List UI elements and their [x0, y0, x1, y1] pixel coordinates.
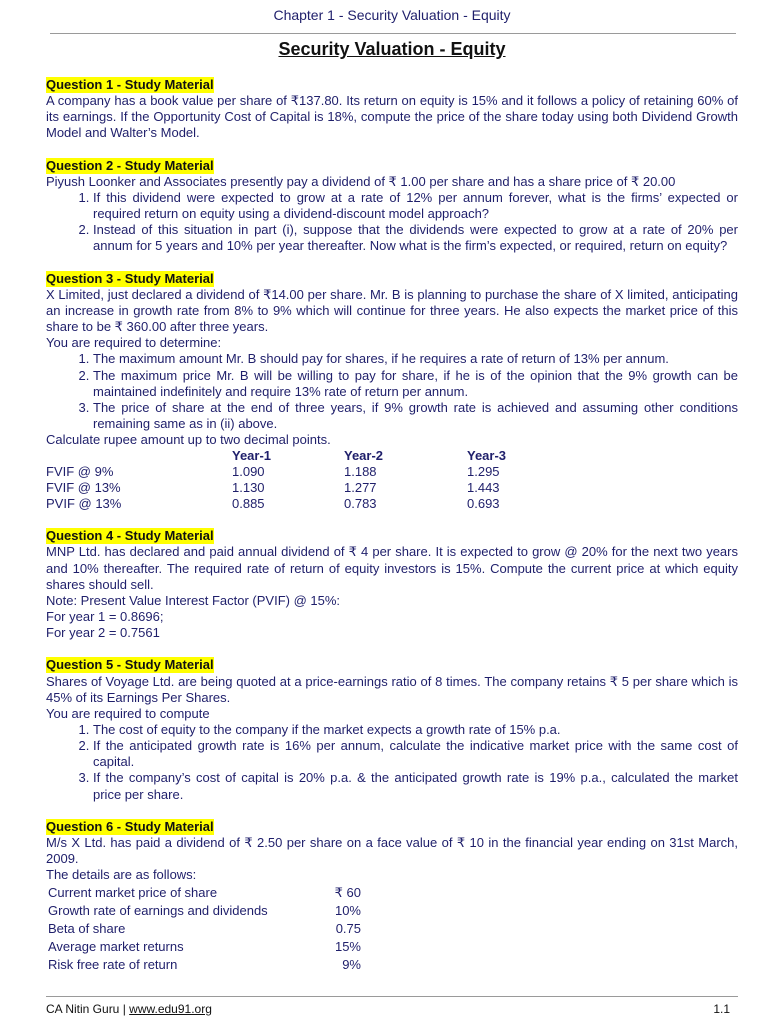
question-3-text: X Limited, just declared a dividend of ₹14.00 per share. Mr. B is planning to purchase the share of X limited, anticipating an increase in growth rate from 8% to 9% which will continue for three years. He also expects the market price of this share to be ₹ 360.00 after three years. — [46, 286, 738, 335]
table-cell: 0.885 — [232, 496, 265, 512]
question-3-heading: Question 3 - Study Material — [46, 270, 214, 286]
table-header-cell: Year-3 — [467, 448, 507, 464]
list-item: 2. Instead of this situation in part (i), suppose that the dividends were expected to grow at a rate of 20% per annum for 5 years and 10% per year thereafter. Now what is the firm’s expected, or required, return on equity? — [93, 222, 738, 254]
question-1-text: A company has a book value per share of ₹137.80. Its return on equity is 15% and it follows a policy of retaining 60% of its earnings. If the Opportunity Cost of Capital is 18%, compute the price of the share today using both Dividend Growth Model and Walter’s Model. — [46, 93, 738, 141]
question-4-line-1: For year 1 = 0.8696; — [46, 609, 164, 625]
question-3-intro: You are required to determine: — [46, 335, 222, 351]
table-cell: Beta of share — [48, 921, 126, 937]
question-5-text: Shares of Voyage Ltd. are being quoted at a price-earnings ratio of 8 times. The company retains ₹ 5 per share which is 45% of its Earnings Per Shares. — [46, 673, 738, 705]
question-6-intro: The details are as follows: — [46, 867, 197, 883]
table-cell: 10% — [334, 903, 361, 919]
table-row — [48, 939, 361, 955]
table-cell: 1.130 — [232, 480, 265, 496]
table-cell: ₹ 60 — [334, 885, 361, 901]
table-cell: PVIF @ 13% — [46, 496, 122, 512]
footer-author: CA Nitin Guru | — [46, 1002, 130, 1016]
table-header-cell — [46, 448, 232, 464]
table-cell: 1.090 — [232, 464, 265, 480]
table-cell: FVIF @ 13% — [46, 480, 121, 496]
question-5-intro: You are required to compute — [46, 705, 210, 721]
table-cell: 1.443 — [467, 480, 500, 496]
page-title: Security Valuation - Equity — [278, 39, 506, 59]
table-cell: 0.783 — [344, 496, 377, 512]
list-item: 1. The cost of equity to the company if the market expects a growth rate of 15% p.a. — [93, 722, 738, 738]
table-row — [48, 921, 361, 937]
table-cell: 1.188 — [344, 464, 377, 480]
table-row — [48, 903, 361, 919]
document-body — [46, 77, 738, 975]
list-item: 2. If the anticipated growth rate is 16% per annum, calculate the indicative market price with the same cost of capital. — [93, 738, 738, 770]
table-row — [48, 885, 361, 901]
table-cell: 1.295 — [467, 464, 500, 480]
table-cell: 9% — [342, 957, 361, 973]
table-cell: Growth rate of earnings and dividends — [48, 903, 268, 919]
question-2-heading: Question 2 - Study Material — [46, 157, 214, 173]
table-cell: FVIF @ 9% — [46, 464, 114, 480]
page-number: 1.1 — [713, 1002, 730, 1016]
table-row — [46, 480, 547, 496]
header-divider — [50, 33, 736, 34]
table-cell: 0.75 — [335, 921, 361, 937]
question-2-text: Piyush Loonker and Associates presently pay a dividend of ₹ 1.00 per share and has a share price of ₹ 20.00 — [46, 173, 676, 189]
footer-divider — [46, 996, 738, 997]
question-5-list — [46, 722, 738, 803]
question-3-note: Calculate rupee amount up to two decimal points. — [46, 432, 331, 448]
table-cell: 1.277 — [344, 480, 377, 496]
question-5-heading: Question 5 - Study Material — [46, 657, 214, 673]
question-6-heading: Question 6 - Study Material — [46, 818, 214, 834]
list-item: 1. The maximum amount Mr. B should pay for shares, if he requires a rate of return of 13% per annum. — [93, 351, 738, 367]
footer-credit — [46, 1002, 212, 1016]
list-item: 3. The price of share at the end of three years, if 9% growth rate is achieved and assuming other conditions remaining same as in (ii) above. — [93, 400, 738, 432]
table-cell: Risk free rate of return — [48, 957, 178, 973]
question-6-text: M/s X Ltd. has paid a dividend of ₹ 2.50 per share on a face value of ₹ 10 in the financial year ending on 31st March, 2009. — [46, 834, 738, 867]
details-table — [46, 883, 363, 975]
table-cell: 0.693 — [467, 496, 500, 512]
list-item: 1. If this dividend were expected to grow at a rate of 12% per annum forever, what is the firms’ expected or required return on equity using a dividend-discount model approach? — [93, 190, 738, 222]
question-4-line-2: For year 2 = 0.7561 — [46, 625, 160, 641]
list-item: 3. If the company’s cost of capital is 20% p.a. & the anticipated growth rate is 19% p.a., calculated the market price per share. — [93, 770, 738, 802]
chapter-header: Chapter 1 - Security Valuation - Equity — [273, 7, 511, 23]
table-header-cell: Year-2 — [344, 448, 384, 464]
footer-website-link[interactable]: www.edu91.org — [129, 1002, 212, 1016]
table-row — [48, 957, 361, 973]
question-4-heading: Question 4 - Study Material — [46, 528, 214, 544]
table-row — [46, 464, 547, 480]
interest-factor-table — [46, 448, 547, 512]
question-2-list — [46, 190, 738, 255]
table-cell: Current market price of share — [48, 885, 218, 901]
question-1-heading: Question 1 - Study Material — [46, 77, 214, 92]
table-header-row — [46, 448, 547, 464]
table-cell: Average market returns — [48, 939, 184, 955]
question-3-list — [46, 351, 738, 432]
list-item: 2. The maximum price Mr. B will be willing to pay for share, if he is of the opinion that the 9% growth can be maintained indefinitely and require 13% rate of return per annum. — [93, 368, 738, 400]
table-row — [46, 496, 547, 512]
table-cell: 15% — [334, 939, 361, 955]
question-4-note: Note: Present Value Interest Factor (PVIF) @ 15%: — [46, 592, 341, 608]
table-header-cell: Year-1 — [232, 448, 272, 464]
question-4-text: MNP Ltd. has declared and paid annual dividend of ₹ 4 per share. It is expected to grow @ 20% for the next two years and 10% thereafter. The required rate of return of equity investors is 15%. Compute the current price at which equity shares should sell. — [46, 544, 738, 592]
